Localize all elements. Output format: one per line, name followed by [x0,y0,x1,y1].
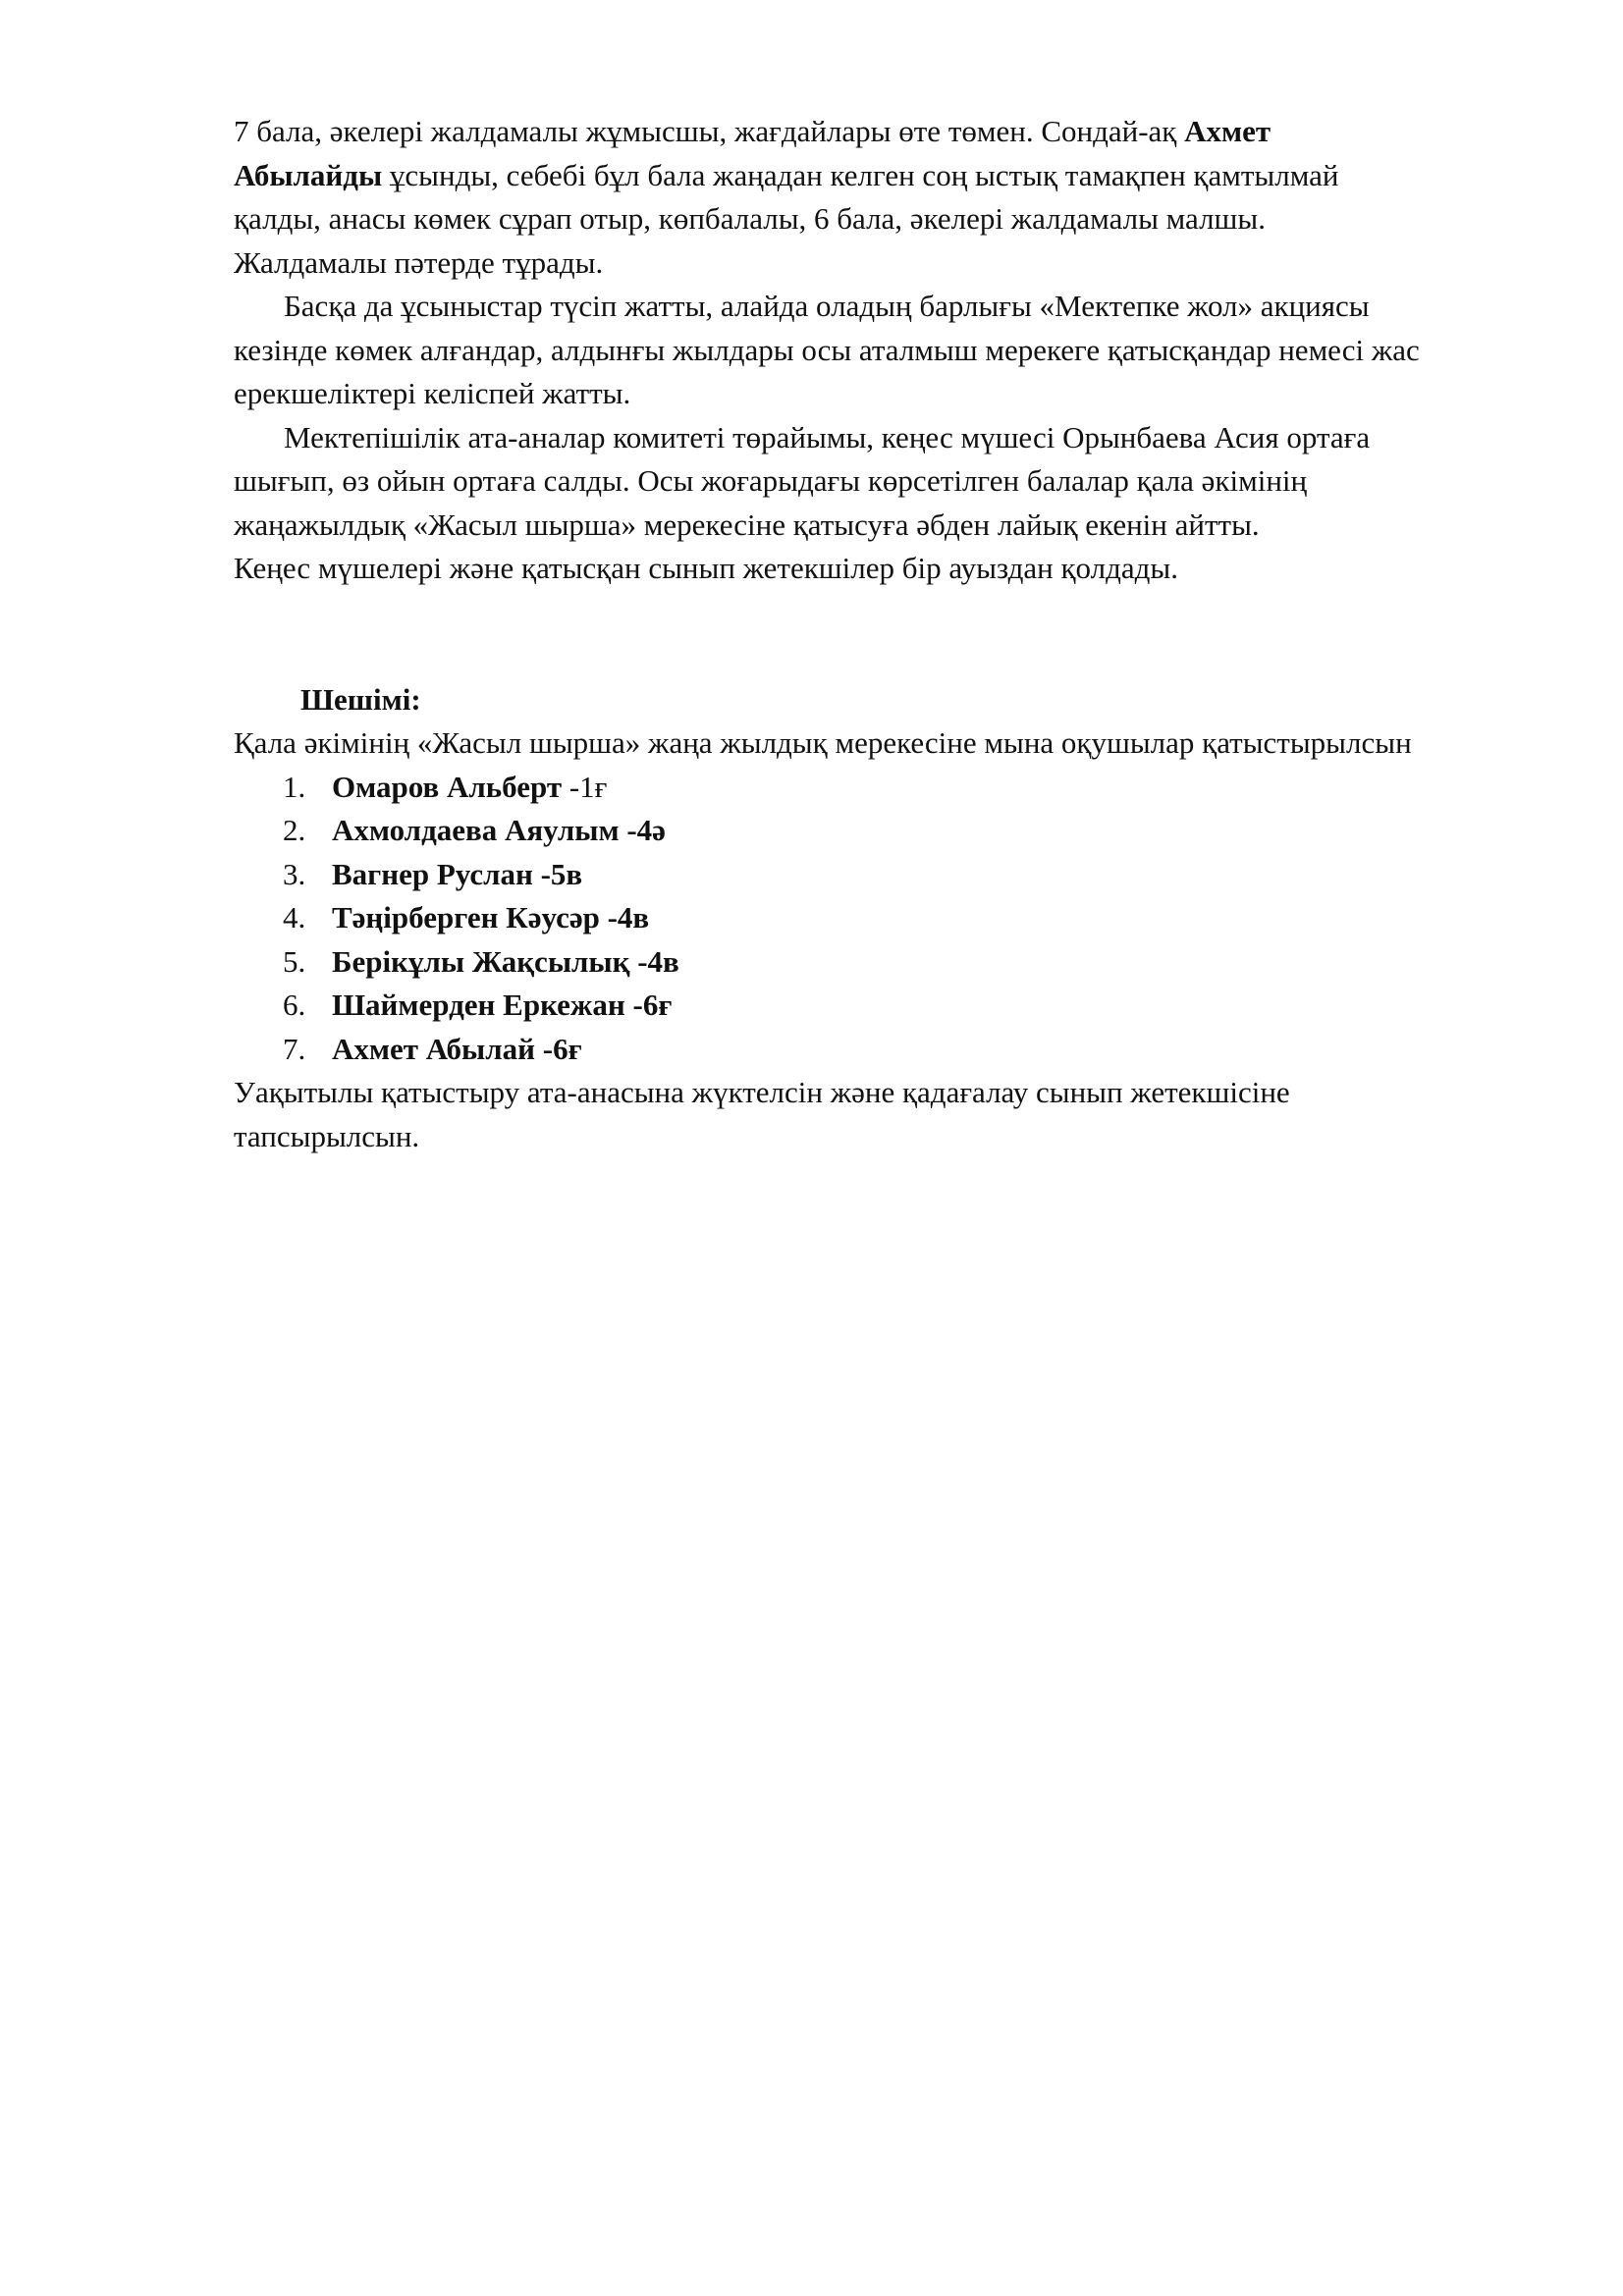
text-line: Кеңес мүшелері және қатысқан сынып жетекшілер бір ауыздан қолдады. [234,551,1178,585]
section-spacer [234,591,1530,678]
list-item [234,1028,1530,1072]
list-number: 3. [283,856,306,891]
text-line: кезінде көмек алғандар, алдынғы жылдары осы аталмыш мерекеге қатысқандар немесі жас [234,332,1420,367]
list-item [234,896,1530,940]
student-name: Ахмолдаева Аяулым -4ә [332,813,666,847]
list-item [234,984,1530,1028]
text-line: Басқа да ұсыныстар түсіп жатты, алайда оладың барлығы «Мектепке жол» акциясы [284,289,1370,323]
list-number: 7. [283,1031,306,1066]
student-name: Тәңірберген Кәусәр -4в [332,900,650,934]
student-list [234,766,1530,1072]
student-name: Шаймерден Еркежан -6ғ [332,988,673,1022]
text-line: 7 бала, әкелері жалдамалы жұмысшы, жағдайлары өте төмен. Сондай-ақ Ахмет [234,114,1271,148]
list-number: 1. [283,769,306,804]
student-name: Берікұлы Жақсылық -4в [332,943,679,979]
student-name: Ахмет Абылай -6ғ [332,1031,582,1066]
text-line: жаңажылдық «Жасыл шырша» мерекесіне қатысуға әбден лайық екенін айтты. [234,507,1260,542]
student-name: Вагнер Руслан -5в [332,856,583,891]
paragraph-family-details [234,110,1530,285]
list-number: 2. [283,813,306,847]
text-line: Мектепішілік ата-аналар комитеті төрайымы, кеңес мүшесі Орынбаева Асия ортаға [284,419,1371,454]
list-number: 4. [283,900,306,934]
text-line: Абылайды ұсынды, себебі бұл бала жаңадан келген соң ыстық тамақпен қамтылмай [234,157,1339,192]
text-line: Жалдамалы пәтерде тұрады. [234,244,604,280]
list-item [234,766,1530,810]
list-number: 6. [283,988,306,1022]
list-item [234,940,1530,985]
student-name: Омаров Альберт [332,769,563,804]
text-line: тапсырылсын. [234,1118,420,1153]
paragraph-other-proposals [234,285,1530,416]
decision-heading: Шешімі: [300,681,421,717]
decision-closing [234,1071,1530,1158]
list-number: 5. [283,943,306,979]
list-item [234,853,1530,897]
list-item [234,809,1530,853]
decision-lead: Қала әкімінің «Жасыл шырша» жаңа жылдық мерекесіне мына оқушылар қатыстырылсын [234,725,1412,760]
text-line: шығып, өз ойын ортаға салды. Осы жоғарыдағы көрсетілген балалар қала әкімінің [234,463,1308,498]
document-page [234,110,1530,1158]
decision-section [234,678,1530,1159]
text-line: қалды, анасы көмек сұрап отыр, көпбалалы, 6 бала, әкелері жалдамалы малшы. [234,201,1267,236]
text-line: Уақытылы қатыстыру ата-анасына жүктелсін және қадағалау сынып жетекшісіне [234,1075,1290,1109]
text-line: ерекшеліктері келіспей жатты. [234,376,631,410]
paragraph-committee-chair [234,416,1530,591]
student-grade: -1ғ [562,769,608,804]
bold-name-fragment: Ахмет [1184,114,1271,148]
bold-name-fragment: Абылайды [234,157,383,192]
